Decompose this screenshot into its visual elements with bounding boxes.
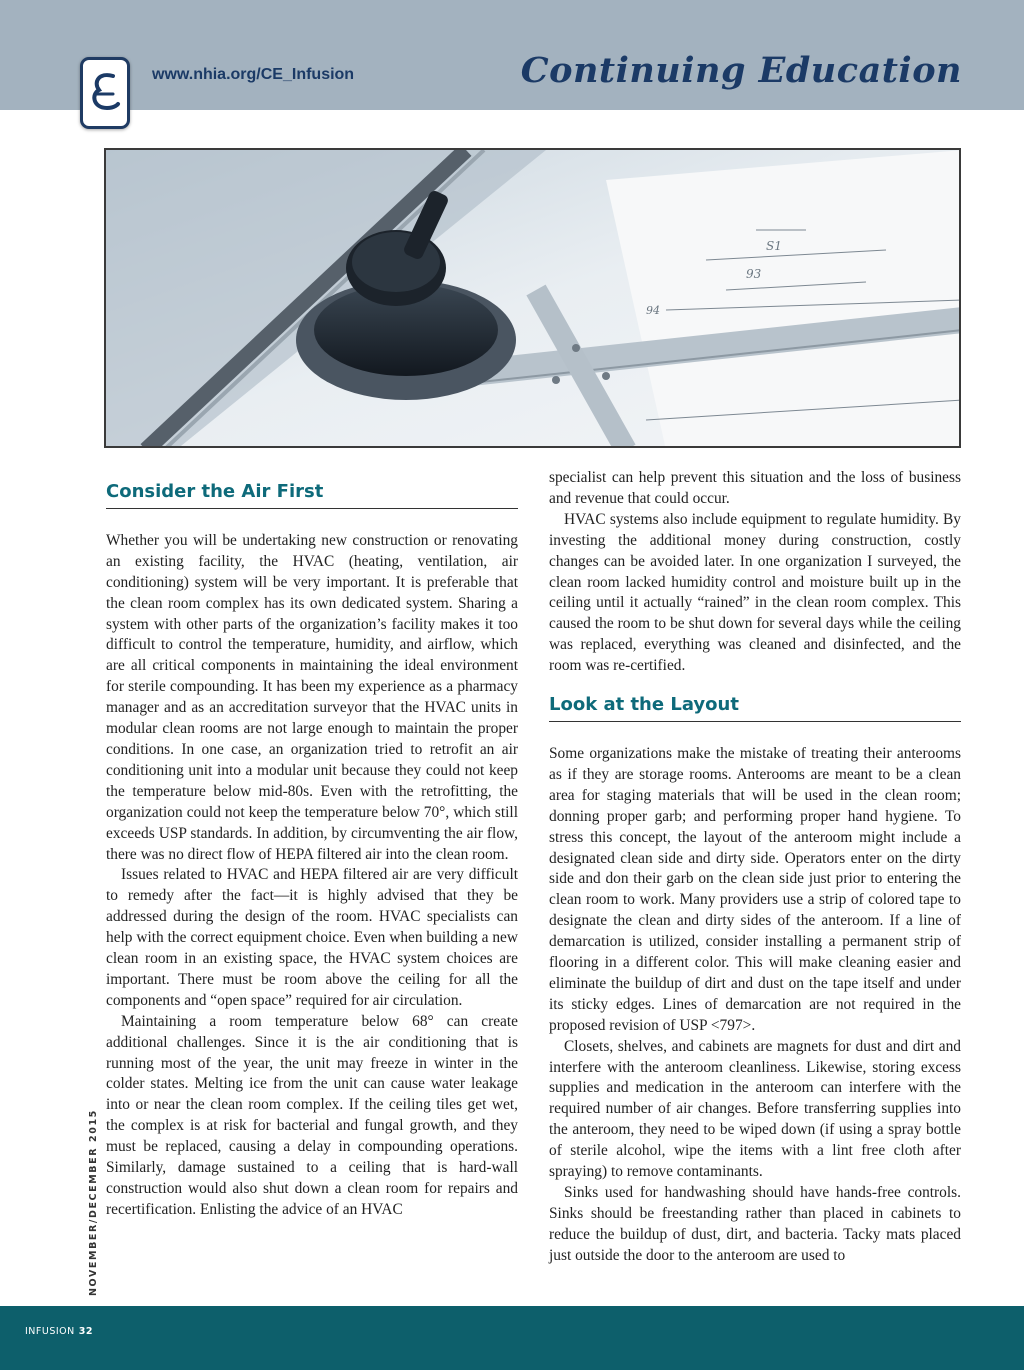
left-column: [106, 482, 518, 1221]
ce-logo[interactable]: [80, 57, 130, 129]
website-url[interactable]: www.nhia.org/CE_Infusion: [152, 66, 355, 83]
section-title: Continuing Education: [520, 50, 962, 91]
footer-label: [25, 1326, 93, 1337]
body-paragraph: Closets, shelves, and cabinets are magnets for dust and dirt and interfere with the anteroom cleanliness. Likewise, storing excess supplies and medication in the anteroom can interfere with the required number of air changes. Before transferring supplies into the anteroom, they need to be wiped down (if using a spray bottle of sterile alcohol, wipe the items with a lint free cloth after spraying) to remove contaminants.: [549, 1037, 961, 1181]
body-paragraph: Whether you will be undertaking new construction or renovating an existing facility, the HVAC (heating, ventilation, air conditioning) system will be very important. It is preferable that the clean room complex has its own dedicated system. Sharing a system with other parts of the organization’s facility makes it too difficult to control the temperature, humidity, and airflow, which are all critical components in maintaining the ideal environment for sterile compounding. It has been my experience as a pharmacy manager and as an accreditation surveyor that the HVAC units in modular clean rooms are not large enough to maintain the proper conditions. In one case, an organization tried to retrofit an air conditioning unit into a modular unit because they could not keep the temperature below mid-80s. Even with the retrofitting, the organization could not keep the temperature below 70°, which still exceeds USP standards. In addition, by circumventing the air flow, there was no direct flow of HEPA filtered air into the clean room.: [106, 531, 518, 863]
body-paragraph: specialist can help prevent this situation and the loss of business and revenue that could occur.: [549, 469, 961, 507]
page-number: 32: [78, 1326, 93, 1337]
body-paragraph: Sinks used for handwashing should have hands-free controls. Sinks should be freestanding rather than placed in cabinets to reduce the buildup of dust, dirt, and bacteria. Tacky mats placed just outside the door to the anteroom are used to: [549, 1184, 961, 1264]
photo-annotation-3: 94: [646, 304, 660, 317]
header-band: [0, 0, 1024, 110]
right-column: [549, 468, 961, 1267]
body-paragraph: Issues related to HVAC and HEPA filtered air are very difficult to remedy after the fact—it is highly advised that they be addressed during the design of the room. HVAC specialists can help with the correct equipment choice. Even when building a new clean room in an existing space, the HVAC system choices are important. There must be room above the ceiling for all the components and “open space” required for air circulation.: [106, 866, 518, 1009]
body-paragraph: HVAC systems also include equipment to regulate humidity. By investing the additional money during construction, costly changes can be avoided later. In one organization I surveyed, the clean room lacked humidity control and moisture built up in the ceiling until it actually “rained” in the clean room complex. This caused the room to be shut down for several days while the ceiling was replaced, everything was cleaned and disinfected, and the room was re-certified.: [549, 510, 961, 675]
photo-annotation-1: S1: [766, 239, 782, 253]
ce-logo-mark: [85, 64, 125, 124]
body-paragraph: Maintaining a room temperature below 68° can create additional challenges. Since it is the air conditioning that is running most of the year, the unit may freeze in winter in the colder states. Melting ice from the unit can cause water leakage into or near the clean room complex. If the ceiling tiles get wet, the complex is at risk for bacterial and fungal growth, and they must be replaced, causing a delay in compounding operations. Similarly, damage sustained to a ceiling that is hard-wall construction would also shut down a clean room for repairs and recertification. Enlisting the advice of an HVAC: [106, 1012, 518, 1218]
magazine-name: INFUSION: [25, 1326, 75, 1337]
drafting-illustration: [106, 150, 961, 448]
footer-band: [0, 1306, 1024, 1370]
drafting-machine-photo: [104, 148, 961, 448]
body-paragraph: Some organizations make the mistake of treating their anterooms as if they are storage rooms. Anterooms are meant to be a clean area for staging materials that will be used in the clean room; donning proper garb; and performing proper hand hygiene. To stress this concept, the layout of the anteroom might include a designated clean side and dirty side. Operators enter on the dirty side and don their garb on the clean side just prior to entering the clean room to work. Many providers use a strip of colored tape to designate the clean and dirty sides of the anteroom. If a line of demarcation is utilized, consider installing a permanent strip of flooring in a different color. This will make cleaning easier and eliminate the buildup of dirt and dust on the tape itself and under its sticky edges. Lines of demarcation are not required in the proposed revision of USP <797>.: [549, 744, 961, 1034]
photo-annotation-2: 93: [746, 267, 762, 281]
heading-consider-air: Consider the Air First: [106, 482, 518, 509]
issue-date: NOVEMBER/DECEMBER 2015: [88, 1109, 99, 1296]
heading-look-layout: Look at the Layout: [549, 695, 961, 722]
